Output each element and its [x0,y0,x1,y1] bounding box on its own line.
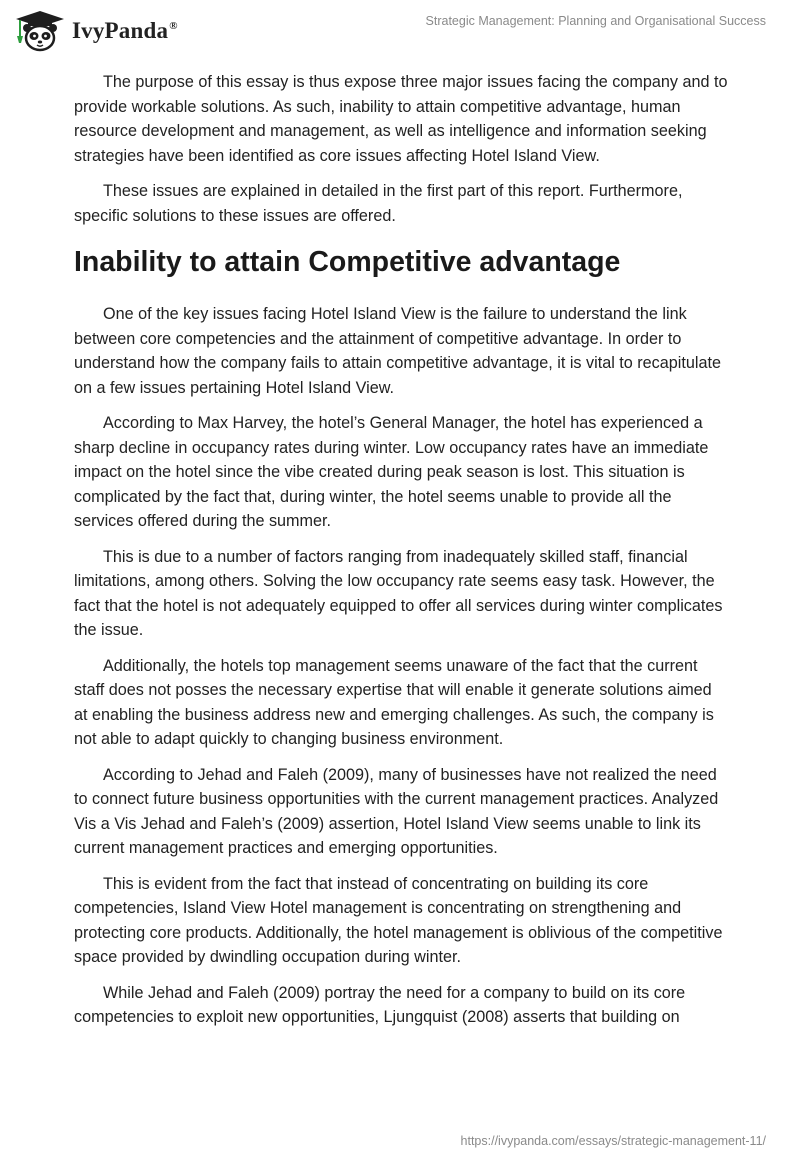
paragraph: The purpose of this essay is thus expose three major issues facing the company and to provide workable solutions. As such, inability to attain competitive advantage, human resource development and management, as well as intelligence and information seeking strategies have been identified as core issues affecting Hotel Island View. [74,73,728,165]
essay-body [74,70,728,1041]
registered-mark: ® [169,20,178,33]
paragraph: This is due to a number of factors ranging from inadequately skilled staff, financial limitations, among others. Solving the low occupancy rate seems easy task. However, the fact that the hotel is not adequately equipped to offer all services during winter complicates the issue. [74,547,723,639]
page-header [0,0,800,60]
section-heading: Inability to attain Competitive advantage [74,246,621,278]
source-url[interactable]: https://ivypanda.com/essays/strategic-management-11/ [460,1134,766,1148]
ivypanda-logo[interactable] [14,8,178,54]
paragraph: These issues are explained in detailed in the first part of this report. Furthermore, specific solutions to these issues are offered. [74,182,683,225]
paragraph: While Jehad and Faleh (2009) portray the need for a company to build on its core competencies to exploit new opportunities, Ljungquist (2008) asserts that building on [74,983,686,1026]
paragraph: One of the key issues facing Hotel Island View is the failure to understand the link between core competencies and the attainment of competitive advantage. In order to understand how the company fails to attain competitive advantage, it is vital to recapitulate on a few issues pertaining Hotel Island View. [74,305,721,397]
panda-graduation-cap-icon [14,9,66,53]
paragraph: According to Jehad and Faleh (2009), many of businesses have not realized the need to connect future business opportunities with the current management practices. Analyzed Vis a Vis Jehad and Faleh’s (2009) assertion, Hotel Island View seems unable to link its current management practices and emerging opportunities. [74,765,719,857]
paragraph: This is evident from the fact that instead of concentrating on building its core competencies, Island View Hotel management is concentrating on strengthening and protecting core products. Additionally, the hotel management is oblivious of the competitive space provided by dwindling occupation during winter. [74,874,723,966]
paragraph: According to Max Harvey, the hotel’s General Manager, the hotel has experienced a sharp decline in occupancy rates during winter. Low occupancy rates have an immediate impact on the hotel since the vibe created during peak season is lost. This situation is complicated by the fact that, during winter, the hotel seems unable to provide all the services offered during the summer. [74,414,709,530]
logo-wordmark [72,18,178,44]
logo-text: IvyPanda [72,18,169,43]
paragraph: Additionally, the hotels top management seems unaware of the fact that the current staff does not posses the necessary expertise that will enable it generate solutions aimed at enabling the business address new and emerging challenges. As such, the company is not able to adapt quickly to changing business environment. [74,656,714,748]
document-title: Strategic Management: Planning and Organisational Success [425,14,766,28]
